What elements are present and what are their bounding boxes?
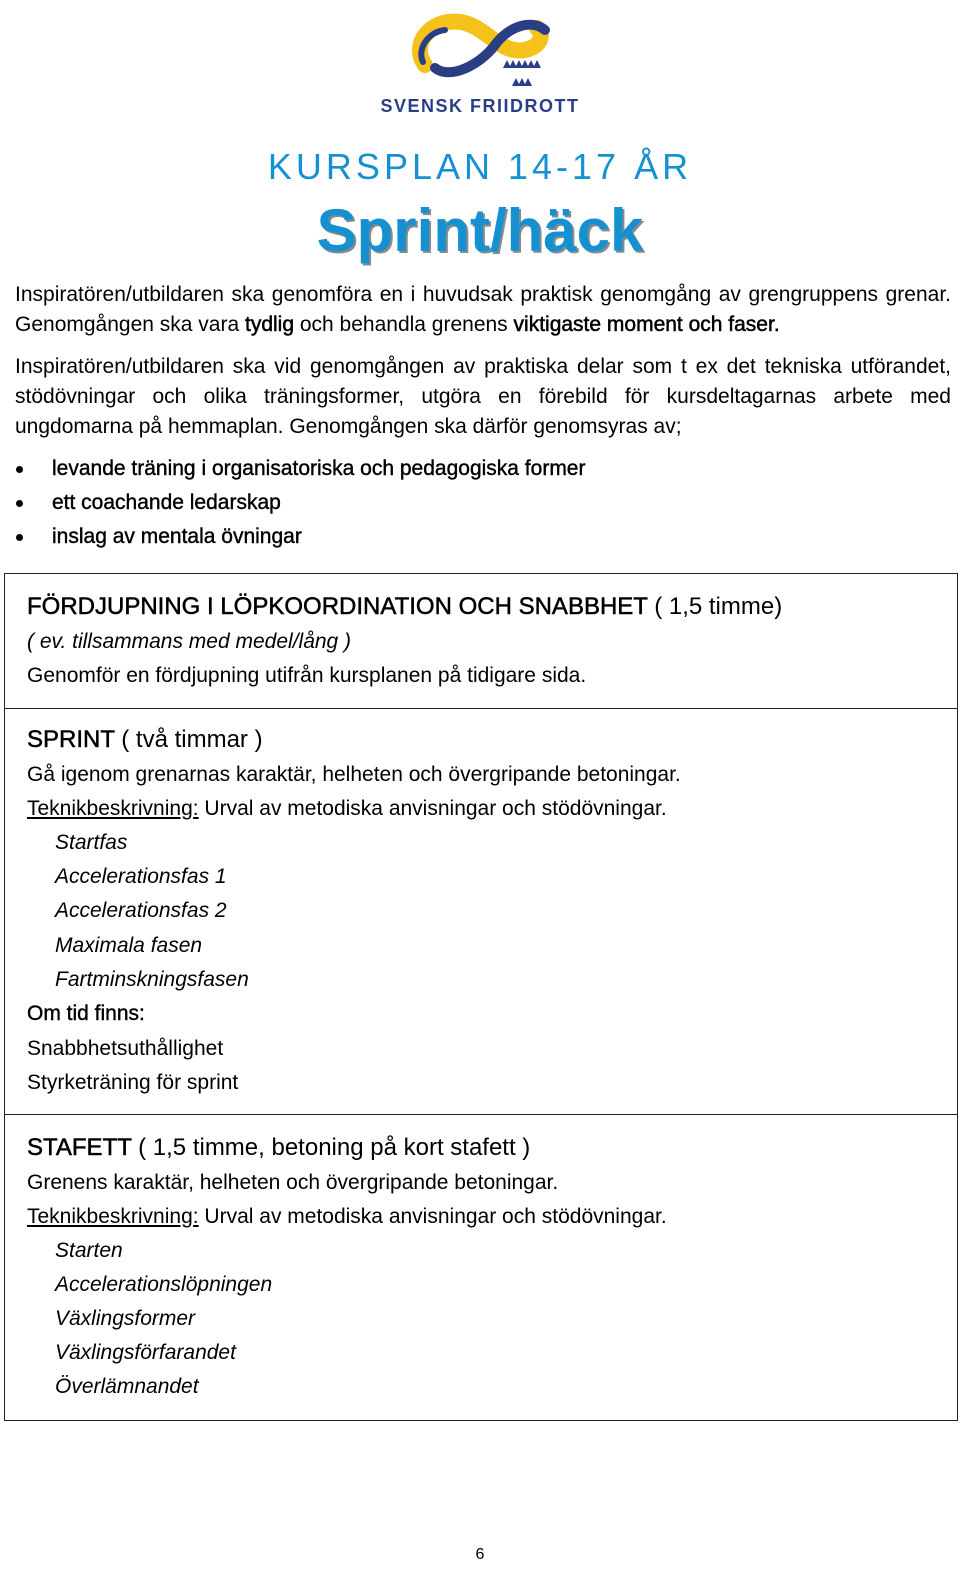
list-item: Startfas xyxy=(55,831,128,854)
list-item: Fartminskningsfasen xyxy=(55,968,249,991)
list-item: Accelerationslöpningen xyxy=(55,1273,273,1296)
kursplan-title: KURSPLAN 14-17 ÅR xyxy=(267,146,693,187)
section-text: Gå igenom grenarnas karaktär, helheten och övergripande betoningar. xyxy=(27,763,681,786)
section-fordjupning xyxy=(4,573,958,709)
intro-paragraph-2: Inspiratören/utbildaren ska vid genomgången av praktiska delar som t ex det tekniska utförandet, stödövningar och olika träningsformer, utgöra en förebild för kursdeltagarnas arbete med ungdomarna på hemmaplan. Genomgången ska därför genomsyras av; xyxy=(15,355,951,438)
list-item: inslag av mentala övningar xyxy=(14,520,585,554)
list-item: Överlämnandet xyxy=(55,1375,199,1398)
list-item: Styrketräning för sprint xyxy=(27,1071,239,1094)
list-item: levande träning i organisatoriska och pedagogiska former xyxy=(14,452,585,486)
list-item: ett coachande ledarskap xyxy=(14,486,585,520)
teknik-line: Teknikbeskrivning: Urval av metodiska anvisningar och stödövningar. xyxy=(27,797,667,820)
section-sprint xyxy=(4,707,958,1115)
section-stafett xyxy=(4,1114,958,1421)
list-item: Växlingsformer xyxy=(55,1307,196,1330)
teknik-label: Teknikbeskrivning: xyxy=(27,797,199,820)
list-item: Starten xyxy=(55,1239,123,1262)
logo-text: SVENSK FRIIDROTT xyxy=(380,96,580,116)
bullet-icon xyxy=(16,466,23,473)
extra-label: Om tid finns: xyxy=(27,1002,145,1025)
list-item: Accelerationsfas 2 xyxy=(55,899,227,922)
logo-emblem-icon xyxy=(405,10,555,96)
page-title: Sprint/häck xyxy=(316,197,644,264)
intro-paragraph-1: Inspiratören/utbildaren ska genomföra en i huvudsak praktisk genomgång av grengruppens grenar. Genomgången ska vara tydlig och behandla grenens viktigaste moment och faser. xyxy=(15,283,951,336)
list-item: Accelerationsfas 1 xyxy=(55,865,227,888)
section-text: Genomför en fördjupning utifrån kursplanen på tidigare sida. xyxy=(27,664,587,687)
bullet-icon xyxy=(16,534,23,541)
teknik-label: Teknikbeskrivning: xyxy=(27,1205,199,1228)
teknik-line: Teknikbeskrivning: Urval av metodiska anvisningar och stödövningar. xyxy=(27,1205,667,1228)
section-text: Grenens karaktär, helheten och övergripande betoningar. xyxy=(27,1171,559,1194)
bullet-list xyxy=(14,452,585,554)
list-item: Maximala fasen xyxy=(55,934,203,957)
list-item: Snabbhetsuthållighet xyxy=(27,1037,224,1060)
svensk-friidrott-logo xyxy=(380,10,580,118)
section-heading: FÖRDJUPNING I LÖPKOORDINATION OCH SNABBHET ( 1,5 timme) xyxy=(27,593,783,620)
page-number: 6 xyxy=(475,1546,485,1563)
bullet-icon xyxy=(16,500,23,507)
section-heading: SPRINT ( två timmar ) xyxy=(27,726,263,753)
section-note: ( ev. tillsammans med medel/lång ) xyxy=(27,630,352,653)
list-item: Växlingsförfarandet xyxy=(55,1341,236,1364)
section-heading: STAFETT ( 1,5 timme, betoning på kort stafett ) xyxy=(27,1134,531,1161)
